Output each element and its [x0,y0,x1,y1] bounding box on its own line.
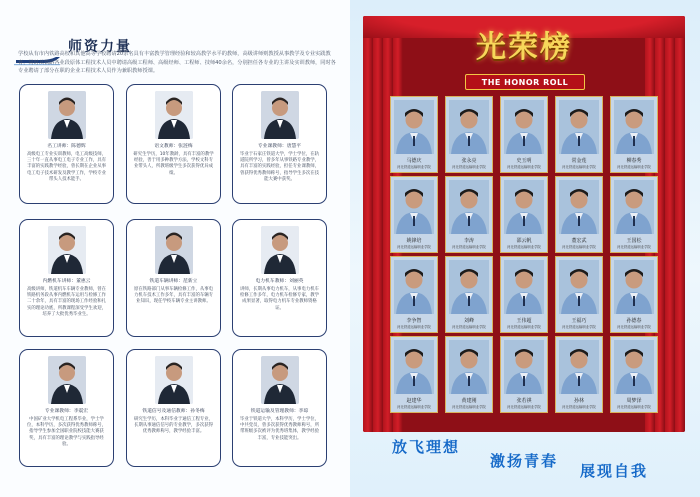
honoree-subtitle: 河北铁道运输职业学院 [397,405,431,409]
honoree-subtitle: 河北铁道运输职业学院 [617,245,651,249]
teacher-photo [48,356,86,404]
slogan-3: 展现自我 [580,462,649,480]
teacher-card [232,349,327,467]
honoree-photo [449,340,489,394]
honoree-card [390,256,438,333]
honoree-name: 张若祺 [516,398,532,404]
honoree-photo [449,100,489,154]
honoree-photo [449,180,489,234]
honoree-photo [449,260,489,314]
honoree-card [500,336,548,413]
teacher-caption: 铁道运输及管理教师：李琼 [250,409,309,414]
section-title: 师资力量 [68,39,132,55]
honoree-card [390,336,438,413]
honoree-photo [504,180,544,234]
honoree-card [500,176,548,253]
teacher-description: 毕业于铁道大学，本科学历，学士学位，中共党员，曾多次获得优秀教师称号，所带班级多次被评为优秀班集体，教学经验丰富，专业技能突出。 [239,417,320,441]
honoree-photo [504,100,544,154]
honoree-subtitle: 河北铁道运输职业学院 [507,245,541,249]
honoree-photo [394,340,434,394]
honor-title: 光荣榜 [476,30,572,65]
honoree-name: 张永亮 [461,158,477,164]
honoree-subtitle: 河北铁道运输职业学院 [507,165,541,169]
honoree-card [610,336,658,413]
honoree-photo [504,260,544,314]
ribbon-text: THE HONOR ROLL [481,77,569,87]
teacher-card [232,84,327,204]
teacher-description: 原在铁路部门从事车辆检修工作，从事电力机车技术工作多年，具有丰富的车辆专业知识，现任学校车辆专业主讲教师。 [133,287,214,305]
slogan-1: 放飞理想 [392,438,461,456]
honoree-photo [614,260,654,314]
honoree-card [610,256,658,333]
honoree-subtitle: 河北铁道运输职业学院 [452,165,486,169]
teacher-card [19,219,114,337]
honoree-photo [394,180,434,234]
teacher-photo [155,226,193,274]
honoree-photo [394,100,434,154]
honoree-photo [559,100,599,154]
honoree-subtitle: 河北铁道运输职业学院 [562,165,596,169]
teacher-photo [48,226,86,274]
honoree-subtitle: 河北铁道运输职业学院 [452,405,486,409]
section-header [8,20,188,55]
teacher-photo [48,91,86,139]
slogan-row [362,426,692,482]
honoree-photo [614,180,654,234]
honoree-name: 李争智 [406,318,422,324]
teacher-card [126,84,221,204]
honoree-name: 黄建刚 [461,398,477,404]
honoree-subtitle: 河北铁道运输职业学院 [452,245,486,249]
honoree-card [445,176,493,253]
teacher-caption: 专业课教师：唐慧平 [257,144,302,149]
teacher-card [126,219,221,337]
honoree-card [445,96,493,173]
honoree-card [390,176,438,253]
honoree-card [555,176,603,253]
honoree-photo [559,180,599,234]
honor-ribbon [465,74,585,90]
honoree-name: 王国松 [626,238,642,244]
honoree-photo [559,340,599,394]
honoree-name: 邵云帆 [516,238,532,244]
teacher-card [126,349,221,467]
honoree-card [445,256,493,333]
honoree-card [445,336,493,413]
honoree-name: 周梦泽 [626,398,642,404]
honoree-photo [559,260,599,314]
honoree-name: 柳春秀 [626,158,642,164]
teacher-card [232,219,327,337]
teacher-caption: 专业课教师：李震宏 [44,409,89,414]
teacher-caption: 铁道车辆讲师：范新立 [149,279,198,284]
teacher-photo [261,91,299,139]
honoree-card [610,96,658,173]
honoree-name: 马德庆 [406,158,422,164]
honoree-card [500,96,548,173]
honoree-card [555,336,603,413]
teacher-caption: 内燃机车讲师：董惠云 [42,279,91,284]
honoree-subtitle: 河北铁道运输职业学院 [562,245,596,249]
honoree-subtitle: 河北铁道运输职业学院 [617,165,651,169]
honoree-card [500,256,548,333]
honoree-name: 王伟超 [516,318,532,324]
teacher-description: 中国矿业大学机电工程系毕业，学士学位，本科学历，多次获得优秀教师称号，指导学生参加全国职业院校技能大赛获奖，具有丰富的理论教学与实践指导经验。 [26,417,107,447]
teacher-photo [155,356,193,404]
slogan-2: 激扬青春 [490,452,559,470]
teacher-description: 研究生学历，本科毕业于通信工程专业，长期从事通信信号的专业教学，多次获得优秀教师称号，教学经验丰富。 [133,417,214,435]
teacher-description: 研究生学历，10年教龄，具有丰富的教学经验，善于用多种教学方法，学校文科专业带头人，所教班级学生多次获得优异成绩。 [133,152,214,176]
teacher-photo [155,91,193,139]
honoree-subtitle: 河北铁道运输职业学院 [562,405,596,409]
honoree-name: 董宏武 [571,238,587,244]
honoree-name: 史玉明 [516,158,532,164]
teacher-description: 高级电工专业实训教师，电工高级技师，三十年一直从事电工电子专业工作，具有丰富的实践教学经验，曾长期在企业从事电工电子技术研发及教学工作，学校专业带头人技术能手。 [26,152,107,182]
teacher-caption: 语文教师：张涟梅 [154,144,193,149]
honoree-subtitle: 河北铁道运输职业学院 [452,325,486,329]
honoree-subtitle: 河北铁道运输职业学院 [507,405,541,409]
honoree-subtitle: 河北铁道运输职业学院 [397,245,431,249]
honoree-name: 李涛 [463,238,474,244]
honoree-name: 王福巧 [571,318,587,324]
honoree-name: 孙林 [573,398,584,404]
honoree-name: 孙德春 [626,318,642,324]
honoree-photo [614,100,654,154]
honoree-subtitle: 河北铁道运输职业学院 [617,325,651,329]
teacher-caption: 名工讲师：陈德辉 [47,144,86,149]
teacher-card [19,349,114,467]
intro-text: 学校从有市内铁路高校和其他高等学校聘请20余名具有丰富教学管理经验和较高教学水平的教师，高级讲师则教授从事教学及专业实践教育，同时从铁路各业段原体工程技术人员中聘请高级工程师、高级经师、工程师、技师40余名，分别担任各专业的主讲及实训教师，同时各专业聘请了部分在职的企业工程技术人员作为兼职教师授课。 [18,51,336,75]
honoree-name: 姚锋培 [406,238,422,244]
teacher-photo [261,226,299,274]
honor-board [363,16,685,432]
teacher-description: 高级讲师，铁道机车车辆专业教师，曾在铁路机务段从事内燃机车运用与检修工作二十余年，具有丰富的现场工作经验和扎实的理论功底，所教课程深受学生欢迎，培养了大批优秀毕业生。 [26,287,107,317]
teacher-photo [261,356,299,404]
teacher-caption: 铁道信号及通信教师：孙冬梅 [142,409,205,414]
honoree-name: 刘峰 [463,318,474,324]
honoree-card [555,96,603,173]
honoree-name: 赵建华 [406,398,422,404]
honoree-photo [614,340,654,394]
honoree-subtitle: 河北铁道运输职业学院 [562,325,596,329]
teacher-card [19,84,114,204]
teacher-caption: 电力机车教师：刘丽英 [255,279,304,284]
teacher-description: 毕业于石家庄铁道大学，学士学位，在轨道院所学习，曾多年从事铁路专业教学，具有丰富的实践经验，担任专业课教师，曾获得优秀教师称号，指导学生多次在技能大赛中获奖。 [239,152,320,182]
honoree-subtitle: 河北铁道运输职业学院 [397,325,431,329]
honoree-subtitle: 河北铁道运输职业学院 [507,325,541,329]
honoree-name: 常金莲 [571,158,587,164]
honoree-subtitle: 河北铁道运输职业学院 [397,165,431,169]
honoree-card [390,96,438,173]
honoree-subtitle: 河北铁道运输职业学院 [617,405,651,409]
honoree-photo [394,260,434,314]
honoree-card [610,176,658,253]
teacher-description: 讲师，长期从事电力机车，从事电力机车检修工作多年，电力机车检修专家，教学成果显著，取得电力机车专业教师资格证。 [239,287,320,311]
honoree-card [555,256,603,333]
honoree-photo [504,340,544,394]
